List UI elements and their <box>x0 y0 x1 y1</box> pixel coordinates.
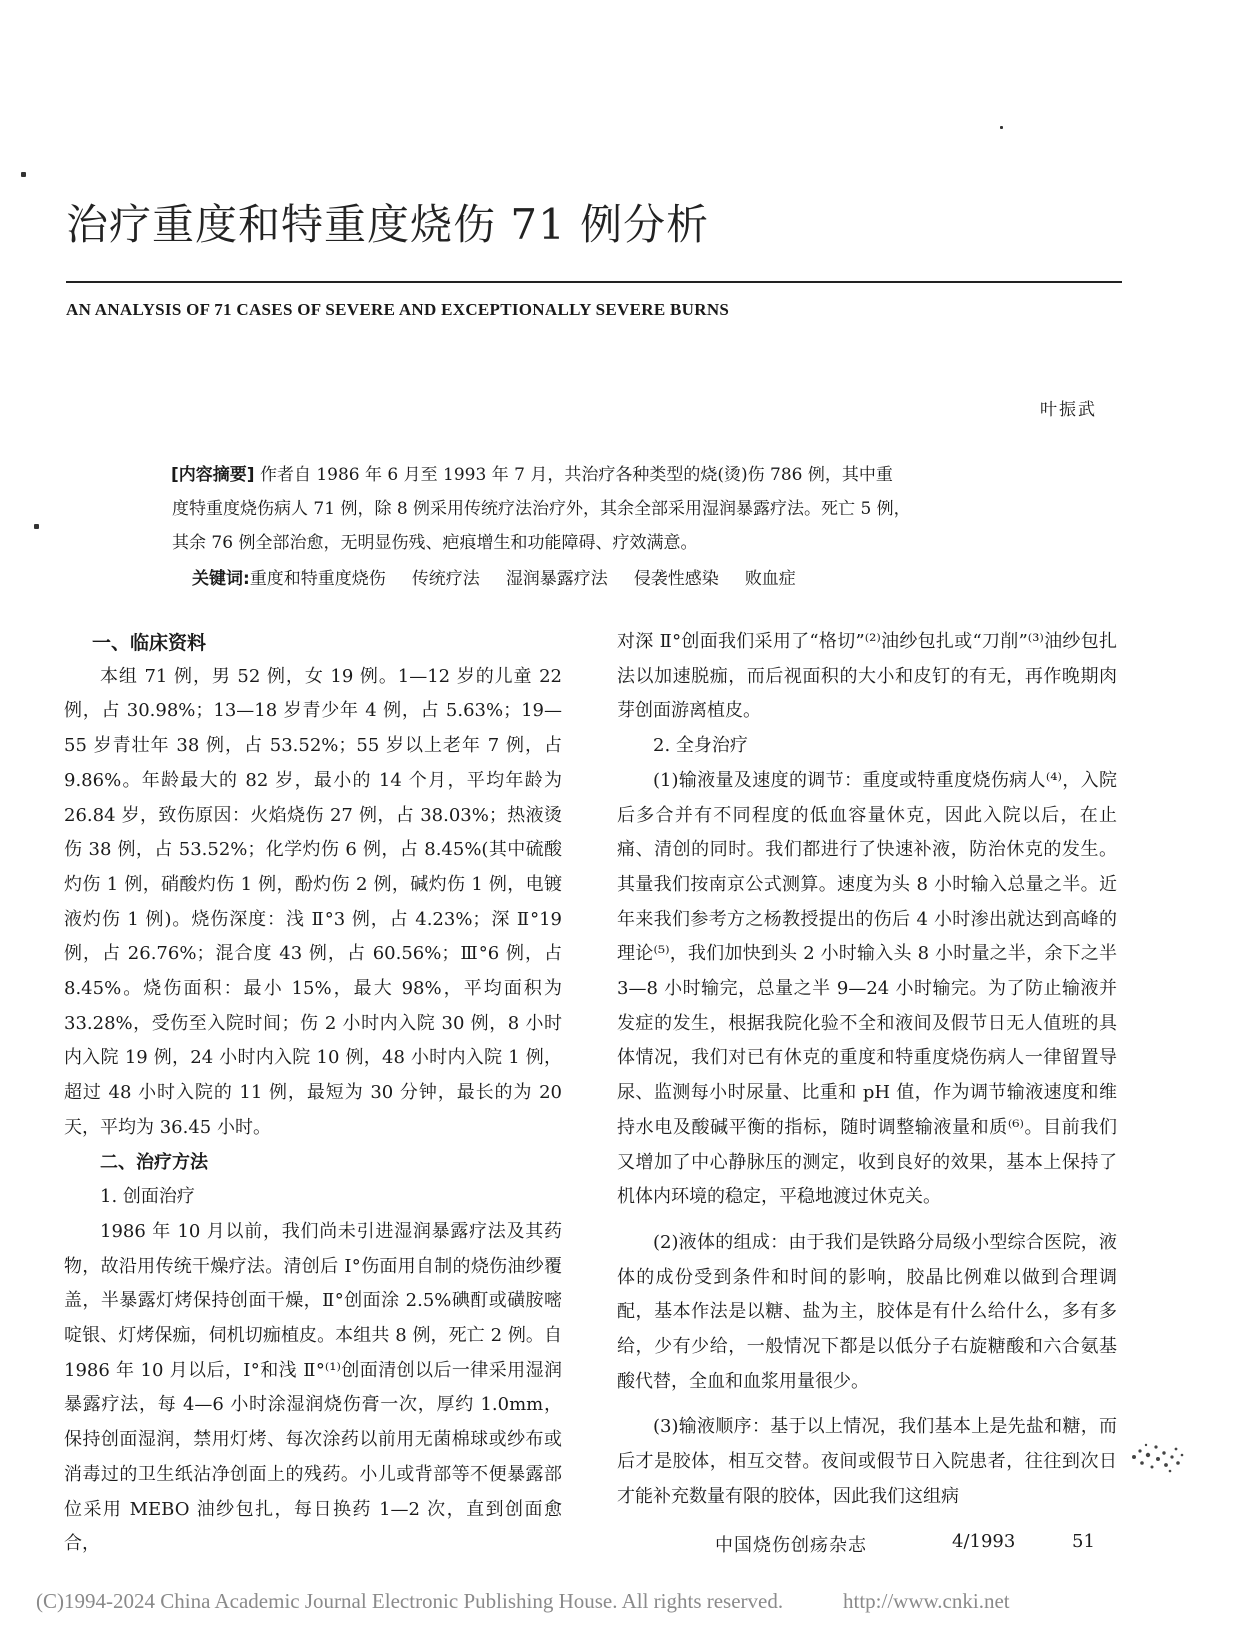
footer-journal-name: 中国烧伤创疡杂志 <box>715 1535 867 1556</box>
section-heading-treatment: 二、治疗方法 <box>100 1151 208 1173</box>
abstract-line-3: 其余 76 例全部治愈，无明显伤残、疤痕增生和功能障碍、疗效满意。 <box>172 533 698 553</box>
footer-issue: 4/1993 <box>952 1531 1016 1552</box>
title-rule <box>66 281 1122 283</box>
keyword-item: 湿润暴露疗法 <box>505 569 608 589</box>
keyword-item: 重度和特重度烧伤 <box>249 569 386 589</box>
keywords-label: 关键词: <box>192 569 250 589</box>
article-title: 治疗重度和特重度烧伤 71 例分析 <box>66 200 710 249</box>
paragraph-wound-treatment: 1986 年 10 月以前，我们尚未引进湿润暴露疗法及其药物，故沿用传统干燥疗法。清创后 Ⅰ°伤面用自制的烧伤油纱覆盖，半暴露灯烤保持创面干燥，Ⅱ°创面涂 2.5%碘酊或磺胺嘧啶银、灯烤保痂，伺机切痂植皮。本组共 8 例，死亡 2 例。自 1986 年 10 月以后，Ⅰ°和浅 Ⅱ°⁽¹⁾创面清创以后一律采用湿润暴露疗法，每 4—6 小时涂湿润烧伤膏一次，厚约 1.0mm，保持创面湿润，禁用灯烤、每次涂药以前用无菌棉球或纱布或消毒过的卫生纸沾净创面上的残药。小儿或背部等不便暴露部位采用 MEBO 油纱包扎，每日换药 1—2 次，直到创面愈合， <box>64 1220 562 1555</box>
paragraph-fluid-composition: (2)液体的组成：由于我们是铁路分局级小型综合医院，液体的成份受到条件和时间的影响，胶晶比例难以做到合理调配，基本作法是以糖、盐为主，胶体是有什么给什么，多有多给，少有少给，一般情况下都是以低分子右旋糖酸和六合氨基酸代替，全血和血浆用量很少。 <box>617 1231 1117 1392</box>
section-heading-clinical: 一、临床资料 <box>92 632 207 654</box>
paragraph-deep-wound: 对深 Ⅱ°创面我们采用了“格切”⁽²⁾油纱包扎或“刀削”⁽³⁾油纱包扎法以加速脱痂，而后视面积的大小和皮钉的有无，再作晚期肉芽创面游离植皮。 <box>617 631 1117 722</box>
copyright-notice: (C)1994-2024 China Academic Journal Electronic Publishing House. All rights reserved. <box>36 1589 784 1613</box>
keyword-item: 侵袭性感染 <box>633 569 719 589</box>
english-title: AN ANALYSIS OF 71 CASES OF SEVERE AND EXCEPTIONALLY SEVERE BURNS <box>66 300 730 319</box>
keyword-item: 败血症 <box>744 569 796 589</box>
abstract-line-2: 度特重度烧伤病人 71 例，除 8 例采用传统疗法治疗外，其余全部采用湿润暴露疗法。死亡 5 例， <box>172 499 911 519</box>
paragraph-infusion-rate: (1)输液量及速度的调节：重度或特重度烧伤病人⁽⁴⁾，入院后多合并有不同程度的低血容量休克，因此入院以后，在止痛、清创的同时。我们都进行了快速补液，防治休克的发生。其量我们按南京公式测算。速度为头 8 小时输入总量之半。近年来我们参考方之杨教授提出的伤后 4 小时渗出就达到高峰的理论⁽⁵⁾，我们加快到头 2 小时输入头 8 小时量之半，余下之半 3—8 小时输完，总量之半 9—24 小时输完。为了防止输液并发症的发生，根据我院化验不全和液间及假节日无人值班的具体情况，我们对已有休克的重度和特重度烧伤病人一律留置导尿、监测每小时尿量、比重和 pH 值，作为调节输液速度和维持水电及酸碱平衡的指标，随时调整输液量和质⁽⁶⁾。目前我们又增加了中心静脉压的测定，收到良好的效果，基本上保持了机体内环境的稳定，平稳地渡过休克关。 <box>617 769 1117 1208</box>
subheading-wound-treatment: 1. 创面治疗 <box>100 1186 195 1208</box>
author-name: 叶振武 <box>1040 400 1097 420</box>
paragraph-infusion-order: (3)输液顺序：基于以上情况，我们基本上是先盐和糖，而后才是胶体，相互交替。夜间或假节日入院患者，往往到次日才能补充数量有限的胶体，因此我们这组病 <box>617 1416 1117 1507</box>
abstract-text-1: 作者自 1986 年 6 月至 1993 年 7 月，共治疗各种类型的烧(烫)伤 786 例，其中重 <box>259 465 893 485</box>
keyword-item: 传统疗法 <box>411 569 480 589</box>
abstract-label: [内容摘要] <box>171 465 255 485</box>
right-column <box>617 625 1117 1515</box>
source-url: http://www.cnki.net <box>843 1589 1010 1613</box>
paragraph-clinical-data: 本组 71 例，男 52 例，女 19 例。1—12 岁的儿童 22 例，占 30.98%；13—18 岁青少年 4 例，占 5.63%；19—55 岁青壮年 38 例，占 53.52%；55 岁以上老年 7 例，占 9.86%。年龄最大的 82 岁，最小的 14 个月，平均年龄为 26.84 岁，致伤原因：火焰烧伤 27 例，占 38.03%；热液烫伤 38 例，占 53.52%；化学灼伤 6 例，占 8.45%(其中硫酸灼伤 1 例，硝酸灼伤 1 例，酚灼伤 2 例，碱灼伤 1 例，电镀液灼伤 1 例)。烧伤深度：浅 Ⅱ°3 例，占 4.23%；深 Ⅱ°19 例，占 26.76%；混合度 43 例，占 60.56%；Ⅲ°6 例，占 8.45%。烧伤面积：最小 15%，最大 98%，平均面积为 33.28%，受伤至入院时间；伤 2 小时内入院 30 例，8 小时内入院 19 例，24 小时内入院 10 例，48 小时内入院 1 例，超过 48 小时入院的 11 例，最短为 30 分钟，最长的为 20 天，平均为 36.45 小时。 <box>64 665 562 1138</box>
subheading-systemic-treatment: 2. 全身治疗 <box>653 735 748 757</box>
page-number: 51 <box>1072 1531 1095 1552</box>
left-column <box>64 626 562 1562</box>
scan-speck <box>34 524 39 529</box>
scan-speck <box>21 172 26 177</box>
scan-speck <box>1000 126 1003 129</box>
keywords-line <box>172 562 1042 596</box>
abstract-line-1 <box>172 458 1042 492</box>
scan-noise-mark <box>1128 1437 1186 1477</box>
abstract-block <box>172 458 1042 596</box>
